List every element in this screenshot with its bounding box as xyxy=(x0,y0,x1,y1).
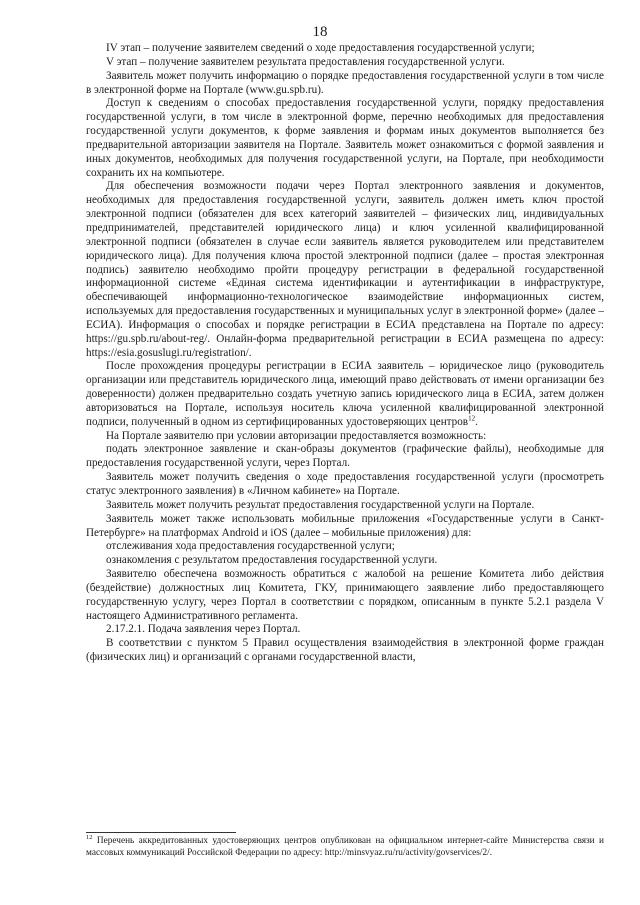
paragraph-stage-5: V этап – получение заявителем результата предоставления государственной услуги. xyxy=(106,55,505,68)
esia-tail: . xyxy=(475,415,478,428)
paragraph-rules-interaction: В соответствии с пунктом 5 Правил осуществления взаимодействия в электронной форме граждан (физических лиц) и организаций с органами государственной власти, xyxy=(86,637,604,664)
paragraph-result-review: ознакомления с результатом предоставления государственной услуги. xyxy=(106,554,438,567)
section-heading-2-17-2-1: 2.17.2.1. Подача заявления через Портал. xyxy=(106,623,301,636)
paragraph-portal-options: На Портале заявителю при условии авторизации предоставляется возможность: xyxy=(106,429,487,442)
footnote-text: Перечень аккредитованных удостоверяющих центров опубликован на официальном интернет-сайте Министерства связи и массовых коммуникаций Российской Федерации по адресу: http://minsvyaz.ru/ru/activity/govservices/2/. xyxy=(86,836,604,858)
paragraph-tracking: отслеживания хода предоставления государственной услуги; xyxy=(106,540,395,553)
footnote-reference: 12 xyxy=(468,414,476,423)
paragraph-mobile-apps: Заявитель может также использовать мобильные приложения «Государственные услуги в Санкт-Петербурге» на платформах Android и iOS (далее – мобильные приложения) для: xyxy=(86,512,604,539)
page-number: 18 xyxy=(312,24,328,40)
esia-text: После прохождения процедуры регистрации в ЕСИА заявитель – юридическое лицо (руководитель организации или представитель юридического лица, имеющий право действовать от имени организации без доверенности) должен предварительно создать учетную запись юридического лица в ЕСИА, затем должен авторизоваться на Портале, используя носитель ключа усиленной квалифицированной электронной подписи, полученный в одном из сертифицированных удостоверяющих центров xyxy=(86,360,604,428)
footnote xyxy=(86,833,604,859)
paragraph-electronic-signature: Для обеспечения возможности подачи через Портал электронного заявления и документов, необходимых для предоставления государственной услуги, заявитель должен иметь ключ простой электронной подписи (обязателен для всех категорий заявителей – физических лиц, индивидуальных предпринимателей, представителей юридического лица) и ключ усиленной квалифицированной электронной подписи (обязателен в случае если заявитель является руководителем или представителем юридического лица). Для получения ключа простой электронной подписи (далее – простая электронная подпись) заявителю необходимо пройти процедуру регистрации в федеральной государственной информационной системе «Единая система идентификации и аутентификации в инфраструктуре, обеспечивающей информационно-технологическое взаимодействие информационных систем, используемых для предоставления государственных и муниципальных услуг в электронной форме» (далее – ЕСИА). Информация о способах и порядке регистрации в ЕСИА представлена на Портале по адресу: https://gu.spb.ru/about-reg/. Онлайн-форма предварительной регистрации в ЕСИА размещена по адресу: https://esia.gosuslugi.ru/registration/. xyxy=(86,180,604,359)
footnote-divider xyxy=(86,832,236,833)
paragraph-access-info: Доступ к сведениям о способах предоставления государственной услуги, порядку предоставления государственной услуги, в том числе в электронной форме, перечню необходимых для предоставления государственной услуги документов, к форме заявления и формам иных документов выполняется без предварительной авторизации заявителя на Портале. Заявитель может ознакомиться с формой заявления и иных документов, необходимых для получения государственной услуги, на Портале, при необходимости сохранить их на компьютере. xyxy=(86,97,604,179)
footnote-marker: 12 xyxy=(86,833,93,841)
paragraph-esia-registration xyxy=(86,360,604,429)
paragraph-submit-application: подать электронное заявление и скан-образы документов (графические файлы), необходимые для предоставления государственной услуги, через Портал. xyxy=(86,443,604,470)
body-text xyxy=(86,42,604,665)
paragraph-stage-4: IV этап – получение заявителем сведений о ходе предоставления государственной услуги; xyxy=(106,42,535,54)
paragraph-info-portal: Заявитель может получить информацию о порядке предоставления государственной услуги в том числе в электронной форме на Портале (www.gu.spb.ru). xyxy=(86,69,604,96)
paragraph-result: Заявитель может получить результат предоставления государственной услуги на Портале. xyxy=(106,498,535,511)
paragraph-status-info: Заявитель может получить сведения о ходе предоставления государственной услуги (просмотреть статус электронного заявления) в «Личном кабинете» на Портале. xyxy=(86,471,604,497)
paragraph-complaint: Заявителю обеспечена возможность обратиться с жалобой на решение Комитета либо действия (бездействие) должностных лиц Комитета, ГКУ, принимающего заявление либо предоставляющего государственную услугу, через Портал в соответствии с порядком, описанным в пункте 5.2.1 раздела V настоящего Административного регламента. xyxy=(86,568,604,622)
